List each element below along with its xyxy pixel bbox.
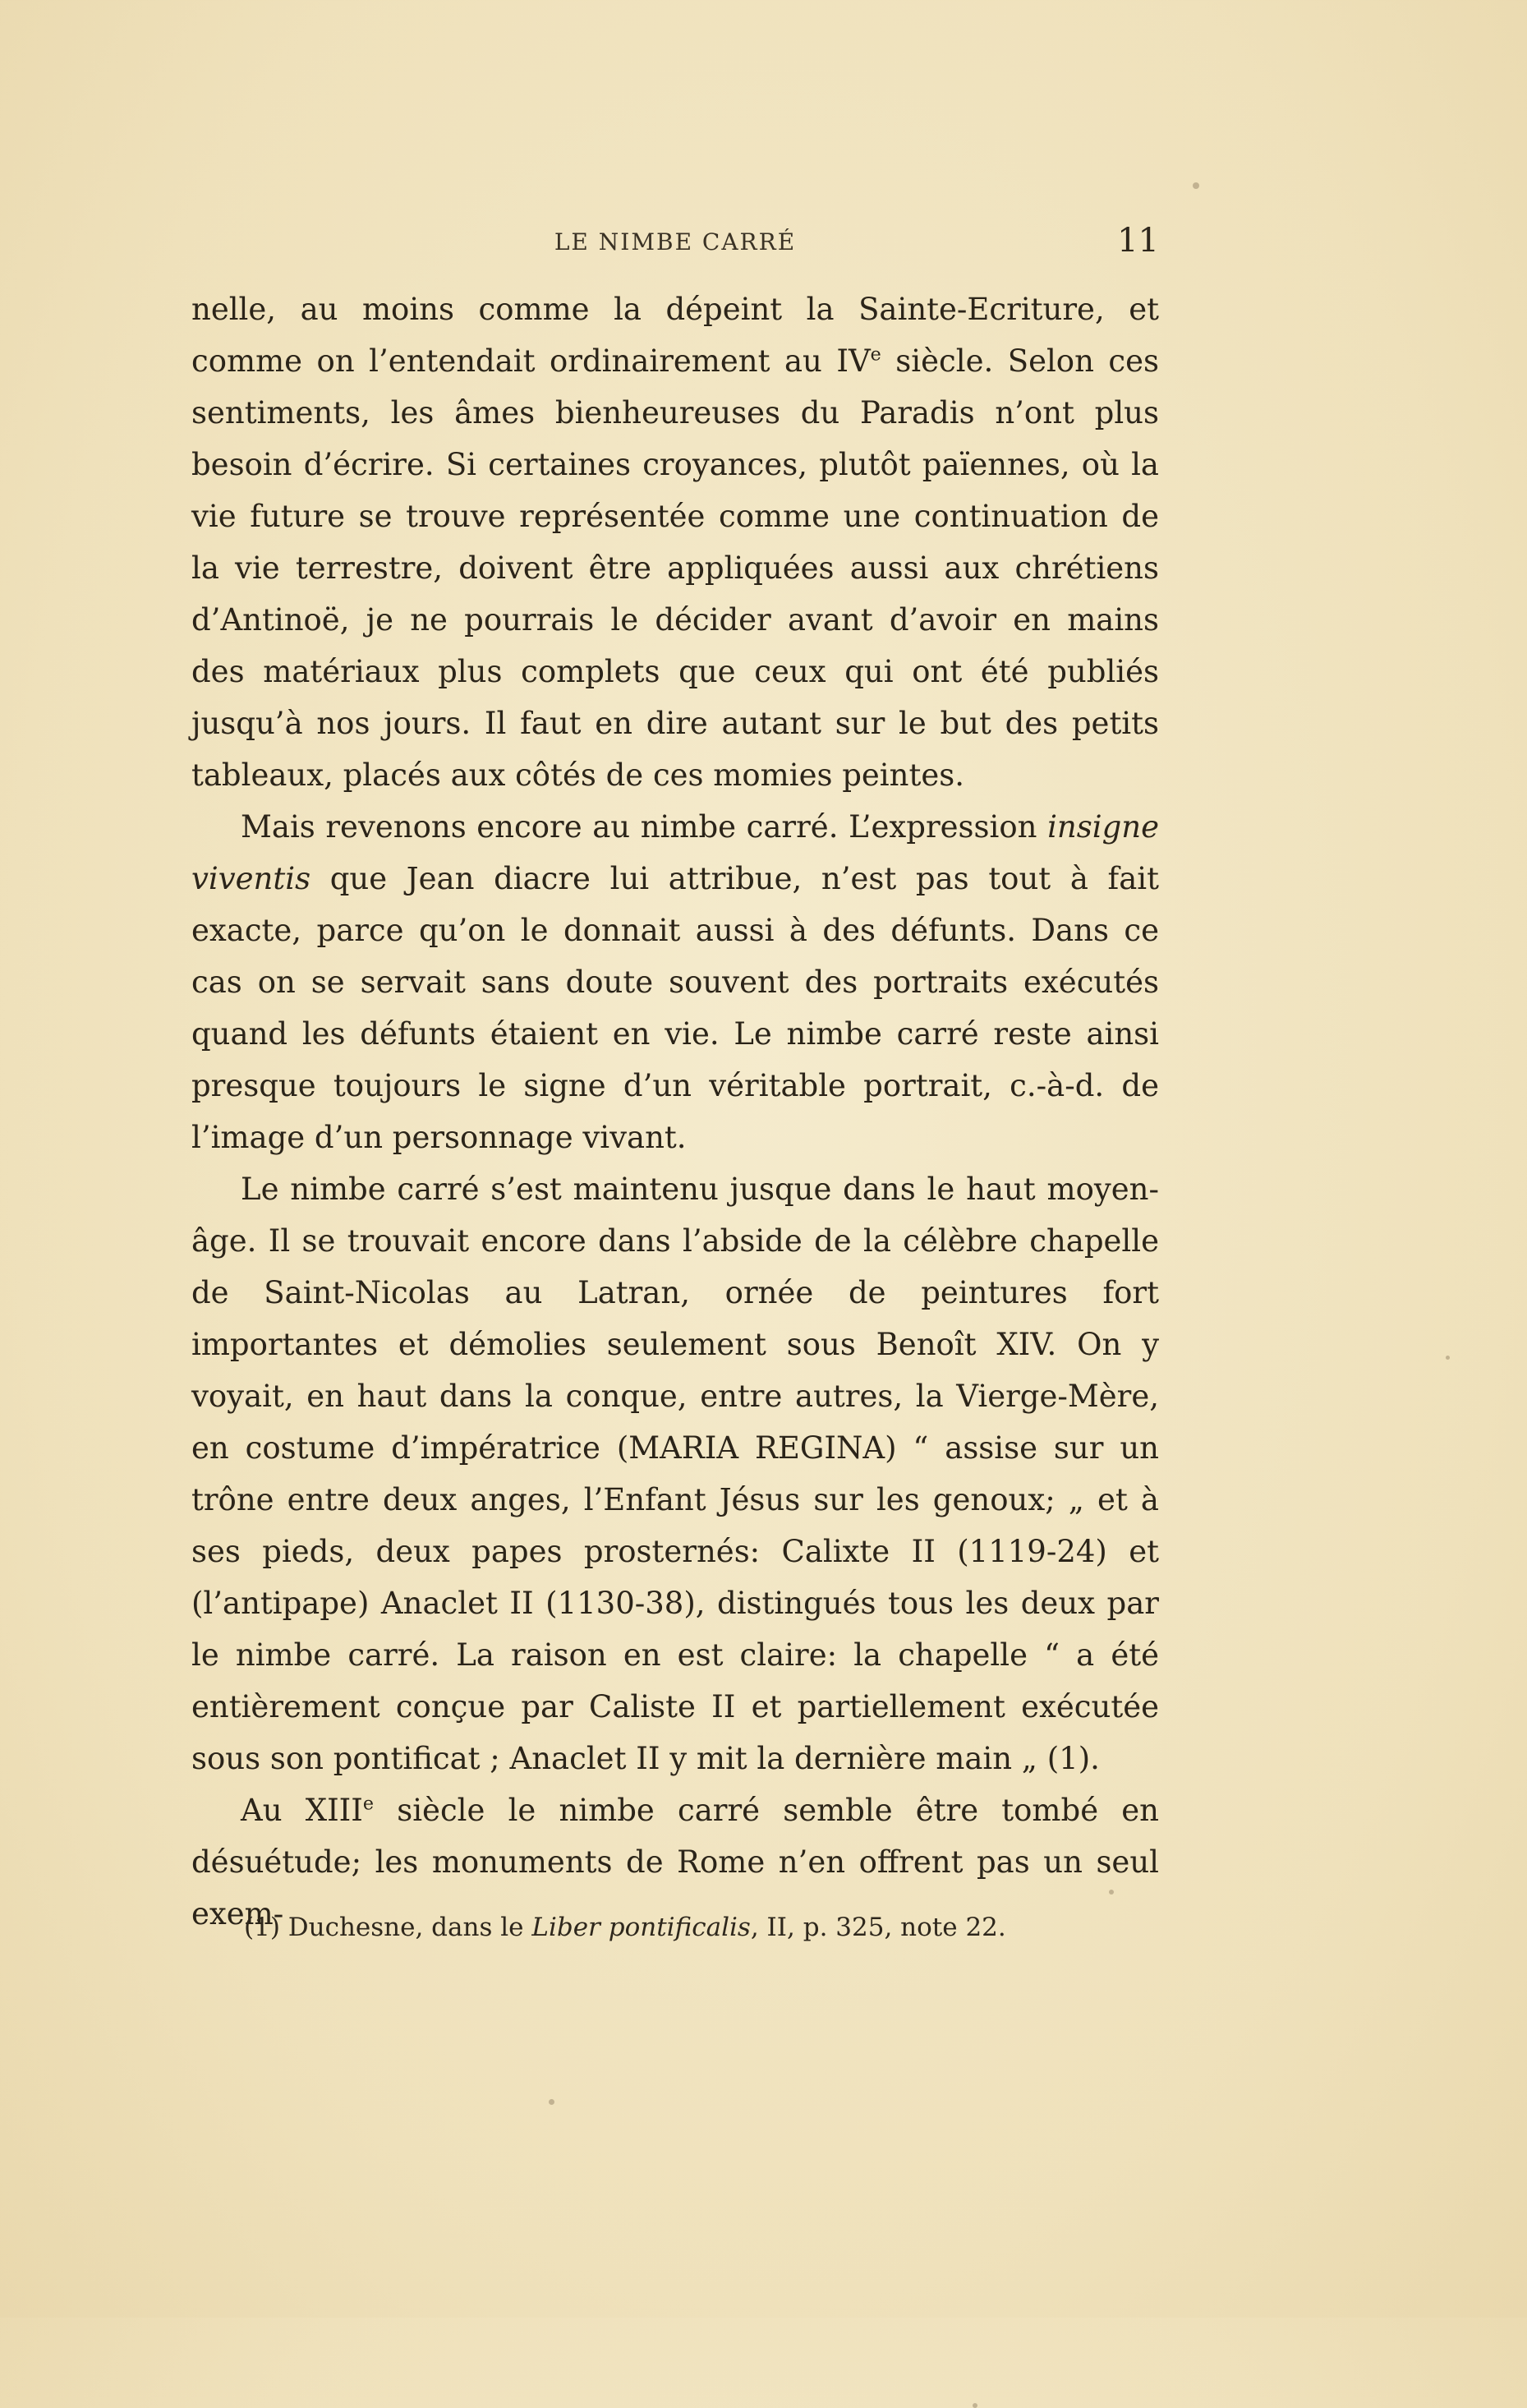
paper-speck — [549, 2099, 554, 2105]
paragraph-text: Au XIII — [241, 1793, 363, 1828]
paper-speck — [1193, 182, 1199, 189]
paper-speck — [1109, 1890, 1114, 1895]
paragraph-text: siècle le nimbe carré semble être tombé en désuétude; les monuments de Rome n’en offrent pas un seul exem- — [191, 1793, 1159, 1931]
paragraph-text: nelle, au moins comme la dépeint la Sainte-Ecriture, et comme on l’entendait ordinairement au IV — [191, 292, 1159, 379]
paper-speck — [1446, 1356, 1450, 1360]
paragraph-text: Le nimbe carré s’est maintenu jusque dans le haut moyen-âge. Il se trouvait encore dans l’abside de la célèbre chapelle de Saint-Nicolas au Latran, ornée de peintures fort importantes et démolies seulement sous Benoît XIV. On y voyait, en haut dans la conque, entre autres, la Vierge-Mère, en costume d’impératrice (MARIA REGINA) “ assise sur un trône entre deux anges, l’Enfant Jésus sur les genoux; „ et à ses pieds, deux papes prosternés: Calixte II (1119-24) et (l’antipape) Anaclet II (1130-38), distingués tous les deux par le nimbe carré. La raison en est claire: la chapelle “ a été entièrement conçue par Caliste II et partiellement exécutée sous son pontificat ; Anaclet II y mit la dernière main „ (1). — [191, 1172, 1159, 1776]
paper-speck — [973, 2403, 977, 2408]
paragraph-text: Mais revenons encore au nimbe carré. L’expression — [241, 809, 1048, 845]
superscript: e — [870, 343, 881, 366]
paragraph — [191, 801, 1159, 1163]
footnote — [244, 1908, 1159, 1946]
paragraph — [191, 283, 1159, 801]
italic-term: insigne viventis — [191, 809, 1159, 896]
running-head — [191, 222, 1159, 271]
running-title: LE NIMBE CARRÉ — [554, 228, 797, 256]
body-text — [191, 283, 1159, 1940]
paragraph — [191, 1163, 1159, 1784]
page-number: 11 — [1117, 222, 1159, 260]
footnote-text: , II, p. 325, note 22. — [750, 1913, 1006, 1942]
footnote-italic-title: Liber pontificalis — [531, 1913, 751, 1942]
paragraph-text: siècle. Selon ces sentiments, les âmes bienheureuses du Paradis n’ont plus besoin d’écrire. Si certaines croyances, plutôt païennes, où la vie future se trouve représentée comme une continuation de la vie terrestre, doivent être appliquées aussi aux chrétiens d’Antinoë, je ne pourrais le décider avant d’avoir en mains des matériaux plus complets que ceux qui ont été publiés jusqu’à nos jours. Il faut en dire autant sur le but des petits tableaux, placés aux côtés de ces momies peintes. — [191, 343, 1159, 793]
superscript: e — [362, 1793, 375, 1815]
footnote-text: (1) Duchesne, dans le — [244, 1913, 532, 1942]
paragraph-text: que Jean diacre lui attribue, n’est pas tout à fait exacte, parce qu’on le donnait aussi à des défunts. Dans ce cas on se servait sans doute souvent des portraits exécutés quand les défunts étaient en vie. Le nimbe carré reste ainsi presque toujours le signe d’un véritable portrait, c.-à-d. de l’image d’un personnage vivant. — [191, 861, 1159, 1155]
